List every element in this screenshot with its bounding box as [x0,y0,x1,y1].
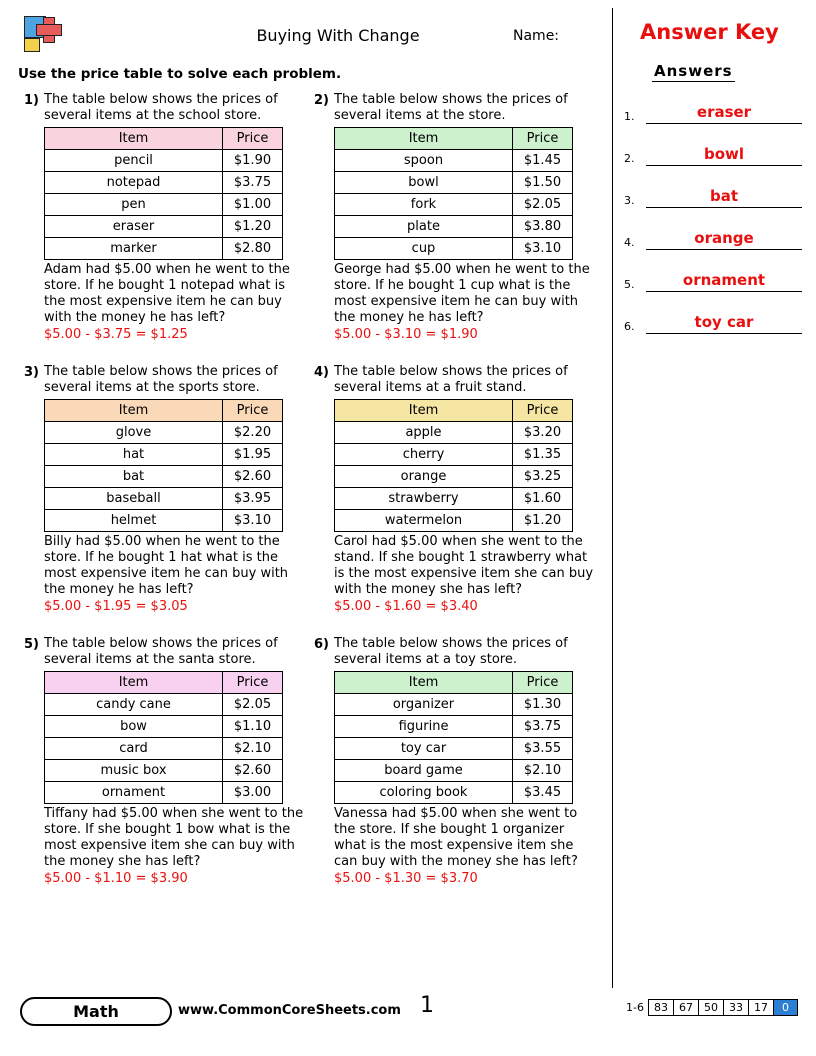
cell-price: $3.00 [223,782,283,804]
problem-number: 1) [24,93,39,108]
cell-item: baseball [45,488,223,510]
table-header-row [45,128,283,150]
table-row [45,510,283,532]
table-row [335,422,573,444]
instructions: Use the price table to solve each problem. [18,66,342,82]
problem-number: 4) [314,365,329,380]
header-item: Item [45,400,223,422]
cell-item: plate [335,216,513,238]
score-scale [626,999,798,1016]
answer-item [624,222,802,250]
answer-value: eraser [646,103,802,124]
header-item: Item [45,672,223,694]
problem-prompt: Billy had $5.00 when he went to the store. If he bought 1 hat what is the most expensive item he can buy with the money he has left? [44,534,289,597]
cell-item: glove [45,422,223,444]
cell-price: $1.10 [223,716,283,738]
problem-work: $5.00 - $3.10 = $1.90 [334,327,478,342]
cell-item: watermelon [335,510,513,532]
cell-item: card [45,738,223,760]
cell-price: $2.05 [223,694,283,716]
header-price: Price [223,672,283,694]
answers-column [624,62,802,334]
cell-price: $3.75 [223,172,283,194]
cell-price: $1.95 [223,444,283,466]
answer-number: 6. [624,320,635,333]
problem-number: 6) [314,637,329,652]
cell-item: orange [335,466,513,488]
page-header [18,14,798,58]
table-header-row [335,128,573,150]
problems-area [18,92,598,886]
problem-row [18,364,598,614]
cell-price: $2.60 [223,466,283,488]
cell-item: marker [45,238,223,260]
problem-5 [18,636,308,886]
page-title: Buying With Change [256,26,420,45]
problem-question: The table below shows the prices of several items at a fruit stand. [334,364,568,395]
problem-prompt: Vanessa had $5.00 when she went to the store. If she bought 1 organizer what is the most expensive item she can buy with the money she has left? [334,806,578,869]
cell-item: organizer [335,694,513,716]
header-price: Price [513,128,573,150]
table-row [335,738,573,760]
score-cell: 17 [748,999,773,1016]
header-item: Item [335,128,513,150]
problem-prompt: Tiffany had $5.00 when she went to the store. If she bought 1 bow what is the most expensive item she can buy with the money she has left? [44,806,304,869]
cell-price: $3.75 [513,716,573,738]
table-row [335,172,573,194]
table-row [335,444,573,466]
cell-item: ornament [45,782,223,804]
cell-price: $3.45 [513,782,573,804]
cell-item: bat [45,466,223,488]
cell-price: $1.30 [513,694,573,716]
table-row [335,466,573,488]
table-row [45,760,283,782]
answer-value: orange [646,229,802,250]
table-row [45,444,283,466]
problem-prompt: Carol had $5.00 when she went to the stand. If she bought 1 strawberry what is the most expensive item she can buy with the money she has left? [334,534,594,597]
problem-row [18,636,598,886]
score-cell: 0 [773,999,798,1016]
problem-4 [308,364,598,614]
table-row [45,466,283,488]
problem-question: The table below shows the prices of several items at the school store. [44,92,278,123]
header-item: Item [335,400,513,422]
table-row [45,422,283,444]
answer-number: 2. [624,152,635,165]
cell-price: $1.20 [223,216,283,238]
cell-price: $1.60 [513,488,573,510]
table-row [45,694,283,716]
problem-prompt: George had $5.00 when he went to the store. If he bought 1 cup what is the most expensive item he can buy with the money he has left? [334,262,590,325]
cell-item: apple [335,422,513,444]
cell-price: $1.50 [513,172,573,194]
answer-value: ornament [646,271,802,292]
cell-price: $2.20 [223,422,283,444]
table-row [45,782,283,804]
answer-number: 3. [624,194,635,207]
header-price: Price [513,400,573,422]
cell-price: $1.45 [513,150,573,172]
answer-number: 5. [624,278,635,291]
cell-item: toy car [335,738,513,760]
score-cell: 50 [698,999,723,1016]
cell-price: $3.20 [513,422,573,444]
table-row [45,172,283,194]
cell-price: $3.95 [223,488,283,510]
subject-badge: Math [20,997,172,1026]
table-row [335,782,573,804]
table-header-row [45,672,283,694]
problem-6 [308,636,598,886]
problem-question: The table below shows the prices of several items at a toy store. [334,636,568,667]
cell-item: notepad [45,172,223,194]
table-row [335,238,573,260]
problem-number: 3) [24,365,39,380]
problem-row [18,92,598,342]
page-footer [0,995,816,1045]
table-row [335,510,573,532]
answer-item [624,96,802,124]
cell-item: eraser [45,216,223,238]
cell-item: bowl [335,172,513,194]
score-range-label: 1-6 [626,1001,644,1014]
cell-price: $3.25 [513,466,573,488]
cell-price: $3.10 [513,238,573,260]
cell-item: candy cane [45,694,223,716]
table-row [45,150,283,172]
answer-number: 4. [624,236,635,249]
cell-item: coloring book [335,782,513,804]
score-cell: 83 [648,999,673,1016]
cell-item: helmet [45,510,223,532]
table-header-row [45,400,283,422]
table-row [45,716,283,738]
cell-price: $3.80 [513,216,573,238]
header-price: Price [223,400,283,422]
price-table [334,399,573,532]
cell-item: hat [45,444,223,466]
problem-question: The table below shows the prices of several items at the santa store. [44,636,278,667]
answer-value: bowl [646,145,802,166]
score-cell: 33 [723,999,748,1016]
problem-question: The table below shows the prices of several items at the sports store. [44,364,278,395]
table-row [45,194,283,216]
answer-number: 1. [624,110,635,123]
price-table [44,399,283,532]
cell-price: $1.35 [513,444,573,466]
cell-price: $1.20 [513,510,573,532]
cell-item: figurine [335,716,513,738]
cell-price: $3.10 [223,510,283,532]
cell-price: $2.60 [223,760,283,782]
header-price: Price [513,672,573,694]
problem-1 [18,92,308,342]
score-cell: 67 [673,999,698,1016]
table-row [335,488,573,510]
answer-item [624,264,802,292]
problem-work: $5.00 - $1.60 = $3.40 [334,599,478,614]
cell-price: $2.10 [223,738,283,760]
price-table [334,127,573,260]
cell-item: spoon [335,150,513,172]
website-url: www.CommonCoreSheets.com [178,1003,401,1018]
problem-2 [308,92,598,342]
cell-item: cherry [335,444,513,466]
table-row [335,150,573,172]
table-header-row [335,672,573,694]
answer-item [624,138,802,166]
table-row [335,194,573,216]
common-core-sheets-logo-icon [18,16,84,56]
price-table [44,671,283,804]
cell-item: fork [335,194,513,216]
table-row [335,760,573,782]
vertical-divider [612,8,613,988]
table-header-row [335,400,573,422]
page-number: 1 [420,993,434,1018]
cell-item: pen [45,194,223,216]
answer-item [624,180,802,208]
cell-item: bow [45,716,223,738]
table-row [335,716,573,738]
problem-work: $5.00 - $1.95 = $3.05 [44,599,188,614]
name-label: Name: [513,28,560,44]
answer-value: bat [646,187,802,208]
table-row [45,238,283,260]
table-row [45,738,283,760]
table-row [45,216,283,238]
cell-item: cup [335,238,513,260]
problem-work: $5.00 - $3.75 = $1.25 [44,327,188,342]
problem-work: $5.00 - $1.30 = $3.70 [334,871,478,886]
problem-prompt: Adam had $5.00 when he went to the store. If he bought 1 notepad what is the most expensive item he can buy with the money he has left? [44,262,290,325]
price-table [334,671,573,804]
answer-key-label: Answer Key [640,20,779,44]
cell-price: $2.10 [513,760,573,782]
problem-3 [18,364,308,614]
cell-price: $1.90 [223,150,283,172]
header-item: Item [335,672,513,694]
answer-item [624,306,802,334]
cell-item: strawberry [335,488,513,510]
cell-price: $2.80 [223,238,283,260]
header-price: Price [223,128,283,150]
table-row [335,216,573,238]
cell-item: pencil [45,150,223,172]
table-row [45,488,283,510]
cell-price: $3.55 [513,738,573,760]
price-table [44,127,283,260]
answers-title: Answers [654,62,733,80]
problem-number: 2) [314,93,329,108]
cell-item: music box [45,760,223,782]
table-row [335,694,573,716]
problem-question: The table below shows the prices of several items at the store. [334,92,568,123]
cell-price: $1.00 [223,194,283,216]
problem-work: $5.00 - $1.10 = $3.90 [44,871,188,886]
header-item: Item [45,128,223,150]
answer-value: toy car [646,313,802,334]
cell-price: $2.05 [513,194,573,216]
problem-number: 5) [24,637,39,652]
cell-item: board game [335,760,513,782]
